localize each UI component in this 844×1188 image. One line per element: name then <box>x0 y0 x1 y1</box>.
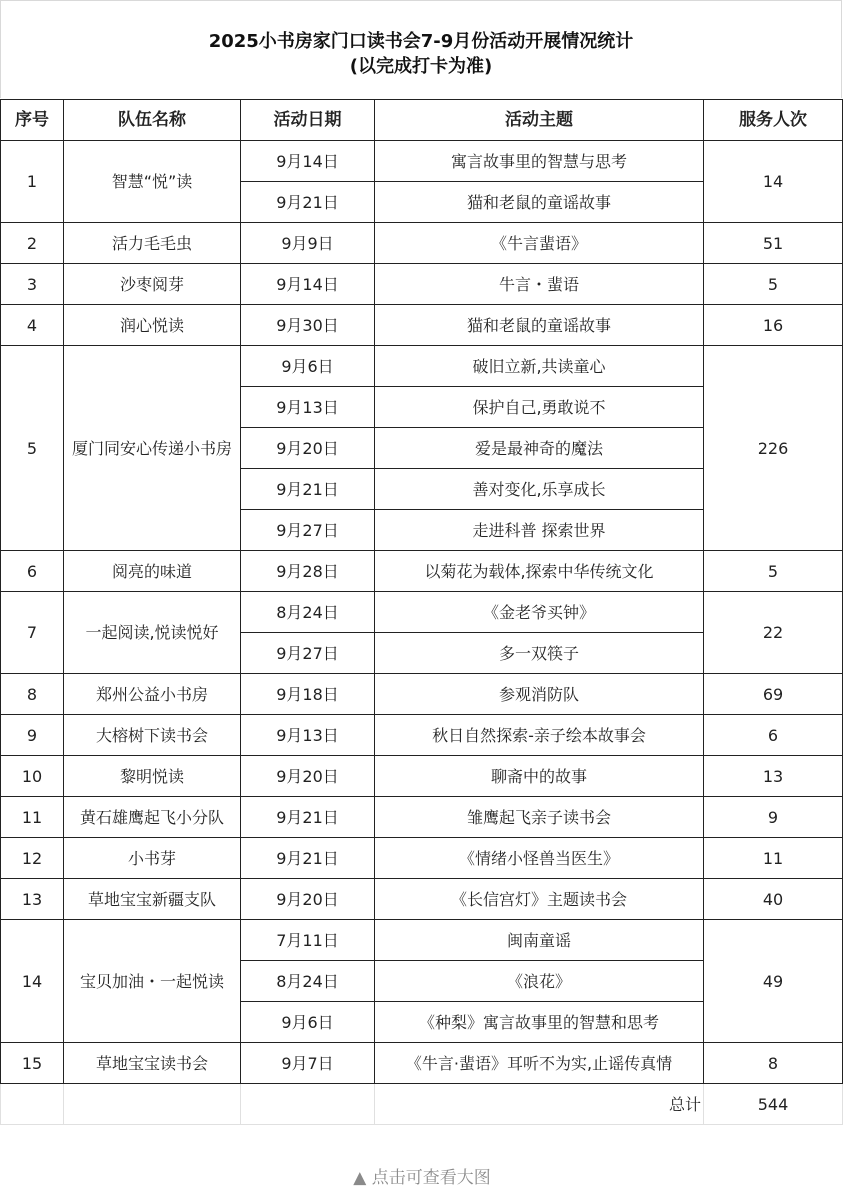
activity-topic-cell: 闽南童谣 <box>375 920 704 961</box>
table-row <box>1 920 843 961</box>
table-row <box>1 551 843 592</box>
activity-topic-cell: 破旧立新,共读童心 <box>375 346 704 387</box>
service-count-cell: 6 <box>704 715 843 756</box>
activity-date-cell: 9月6日 <box>241 1002 375 1043</box>
activity-topic-cell: 善对变化,乐享成长 <box>375 469 704 510</box>
header-cell-team: 队伍名称 <box>64 100 241 141</box>
row-number-cell: 4 <box>1 305 64 346</box>
service-count-cell: 40 <box>704 879 843 920</box>
activity-topic-cell: 以菊花为载体,探索中华传统文化 <box>375 551 704 592</box>
table-title-box <box>0 0 842 98</box>
service-count-cell: 14 <box>704 141 843 223</box>
activity-topic-cell: 猫和老鼠的童谣故事 <box>375 305 704 346</box>
table-header-row <box>1 100 843 141</box>
activity-topic-cell: 爱是最神奇的魔法 <box>375 428 704 469</box>
table-row <box>1 715 843 756</box>
table-row <box>1 346 843 387</box>
service-count-cell: 9 <box>704 797 843 838</box>
total-value: 544 <box>704 1084 843 1125</box>
team-name-cell: 黎明悦读 <box>64 756 241 797</box>
table-row <box>1 756 843 797</box>
activity-topic-cell: 《种梨》寓言故事里的智慧和思考 <box>375 1002 704 1043</box>
activity-date-cell: 9月6日 <box>241 346 375 387</box>
activity-date-cell: 7月11日 <box>241 920 375 961</box>
team-name-cell: 宝贝加油・一起悦读 <box>64 920 241 1043</box>
table-row <box>1 592 843 633</box>
header-cell-date: 活动日期 <box>241 100 375 141</box>
service-count-cell: 226 <box>704 346 843 551</box>
team-name-cell: 草地宝宝读书会 <box>64 1043 241 1084</box>
activity-date-cell: 8月24日 <box>241 961 375 1002</box>
activity-date-cell: 9月7日 <box>241 1043 375 1084</box>
service-count-cell: 49 <box>704 920 843 1043</box>
activity-date-cell: 9月21日 <box>241 469 375 510</box>
table-row <box>1 223 843 264</box>
activity-topic-cell: 《浪花》 <box>375 961 704 1002</box>
activity-topic-cell: 保护自己,勇敢说不 <box>375 387 704 428</box>
total-row <box>1 1084 843 1125</box>
row-number-cell: 10 <box>1 756 64 797</box>
team-name-cell: 郑州公益小书房 <box>64 674 241 715</box>
activity-date-cell: 9月9日 <box>241 223 375 264</box>
activity-date-cell: 9月20日 <box>241 428 375 469</box>
table-row <box>1 1043 843 1084</box>
total-label: 总计 <box>375 1084 704 1125</box>
row-number-cell: 14 <box>1 920 64 1043</box>
activity-date-cell: 9月21日 <box>241 797 375 838</box>
service-count-cell: 13 <box>704 756 843 797</box>
service-count-cell: 11 <box>704 838 843 879</box>
activity-topic-cell: 参观消防队 <box>375 674 704 715</box>
activity-date-cell: 9月14日 <box>241 141 375 182</box>
header-cell-no: 序号 <box>1 100 64 141</box>
activity-date-cell: 9月28日 <box>241 551 375 592</box>
activity-date-cell: 9月30日 <box>241 305 375 346</box>
row-number-cell: 2 <box>1 223 64 264</box>
activity-date-cell: 9月21日 <box>241 838 375 879</box>
service-count-cell: 8 <box>704 1043 843 1084</box>
service-count-cell: 16 <box>704 305 843 346</box>
row-number-cell: 12 <box>1 838 64 879</box>
team-name-cell: 润心悦读 <box>64 305 241 346</box>
view-large-image-hint[interactable]: ▲ 点击可查看大图 <box>353 1168 491 1188</box>
table-subtitle: (以完成打卡为准) <box>349 56 493 77</box>
activity-topic-cell: 猫和老鼠的童谣故事 <box>375 182 704 223</box>
row-number-cell: 5 <box>1 346 64 551</box>
team-name-cell: 厦门同安心传递小书房 <box>64 346 241 551</box>
activity-date-cell: 8月24日 <box>241 592 375 633</box>
activity-topic-cell: 《牛言·蜚语》耳听不为实,止谣传真情 <box>375 1043 704 1084</box>
header-cell-people: 服务人次 <box>704 100 843 141</box>
table-row <box>1 305 843 346</box>
activity-topic-cell: 走进科普 探索世界 <box>375 510 704 551</box>
activity-topic-cell: 聊斋中的故事 <box>375 756 704 797</box>
team-name-cell: 草地宝宝新疆支队 <box>64 879 241 920</box>
activity-date-cell: 9月20日 <box>241 756 375 797</box>
team-name-cell: 大榕树下读书会 <box>64 715 241 756</box>
service-count-cell: 5 <box>704 264 843 305</box>
row-number-cell: 8 <box>1 674 64 715</box>
activity-date-cell: 9月21日 <box>241 182 375 223</box>
activity-topic-cell: 多一双筷子 <box>375 633 704 674</box>
table-body <box>1 141 843 1084</box>
activity-topic-cell: 雏鹰起飞亲子读书会 <box>375 797 704 838</box>
activity-date-cell: 9月13日 <box>241 387 375 428</box>
service-count-cell: 5 <box>704 551 843 592</box>
row-number-cell: 6 <box>1 551 64 592</box>
team-name-cell: 沙枣阅芽 <box>64 264 241 305</box>
row-number-cell: 13 <box>1 879 64 920</box>
activity-topic-cell: 《金老爷买钟》 <box>375 592 704 633</box>
activity-topic-cell: 《牛言蜚语》 <box>375 223 704 264</box>
table-row <box>1 879 843 920</box>
table-row <box>1 674 843 715</box>
table-title: 2025小书房家门口读书会7-9月份活动开展情况统计 <box>208 31 634 52</box>
total-empty-cell <box>1 1084 64 1125</box>
activity-date-cell: 9月27日 <box>241 510 375 551</box>
table-row <box>1 264 843 305</box>
service-count-cell: 51 <box>704 223 843 264</box>
table-row <box>1 141 843 182</box>
row-number-cell: 15 <box>1 1043 64 1084</box>
total-empty-cell <box>64 1084 241 1125</box>
activity-date-cell: 9月18日 <box>241 674 375 715</box>
team-name-cell: 黄石雄鹰起飞小分队 <box>64 797 241 838</box>
team-name-cell: 智慧“悦”读 <box>64 141 241 223</box>
row-number-cell: 3 <box>1 264 64 305</box>
total-empty-cell <box>241 1084 375 1125</box>
activity-topic-cell: 牛言・蜚语 <box>375 264 704 305</box>
header-cell-topic: 活动主题 <box>375 100 704 141</box>
activity-date-cell: 9月13日 <box>241 715 375 756</box>
activity-topic-cell: 《情绪小怪兽当医生》 <box>375 838 704 879</box>
team-name-cell: 活力毛毛虫 <box>64 223 241 264</box>
table-row <box>1 838 843 879</box>
table-row <box>1 797 843 838</box>
row-number-cell: 11 <box>1 797 64 838</box>
activity-topic-cell: 寓言故事里的智慧与思考 <box>375 141 704 182</box>
team-name-cell: 小书芽 <box>64 838 241 879</box>
service-count-cell: 69 <box>704 674 843 715</box>
team-name-cell: 阅亮的味道 <box>64 551 241 592</box>
row-number-cell: 7 <box>1 592 64 674</box>
activity-topic-cell: 《长信宫灯》主题读书会 <box>375 879 704 920</box>
row-number-cell: 1 <box>1 141 64 223</box>
team-name-cell: 一起阅读,悦读悦好 <box>64 592 241 674</box>
row-number-cell: 9 <box>1 715 64 756</box>
activity-table <box>0 99 843 1125</box>
activity-date-cell: 9月14日 <box>241 264 375 305</box>
service-count-cell: 22 <box>704 592 843 674</box>
activity-date-cell: 9月27日 <box>241 633 375 674</box>
activity-topic-cell: 秋日自然探索-亲子绘本故事会 <box>375 715 704 756</box>
activity-date-cell: 9月20日 <box>241 879 375 920</box>
